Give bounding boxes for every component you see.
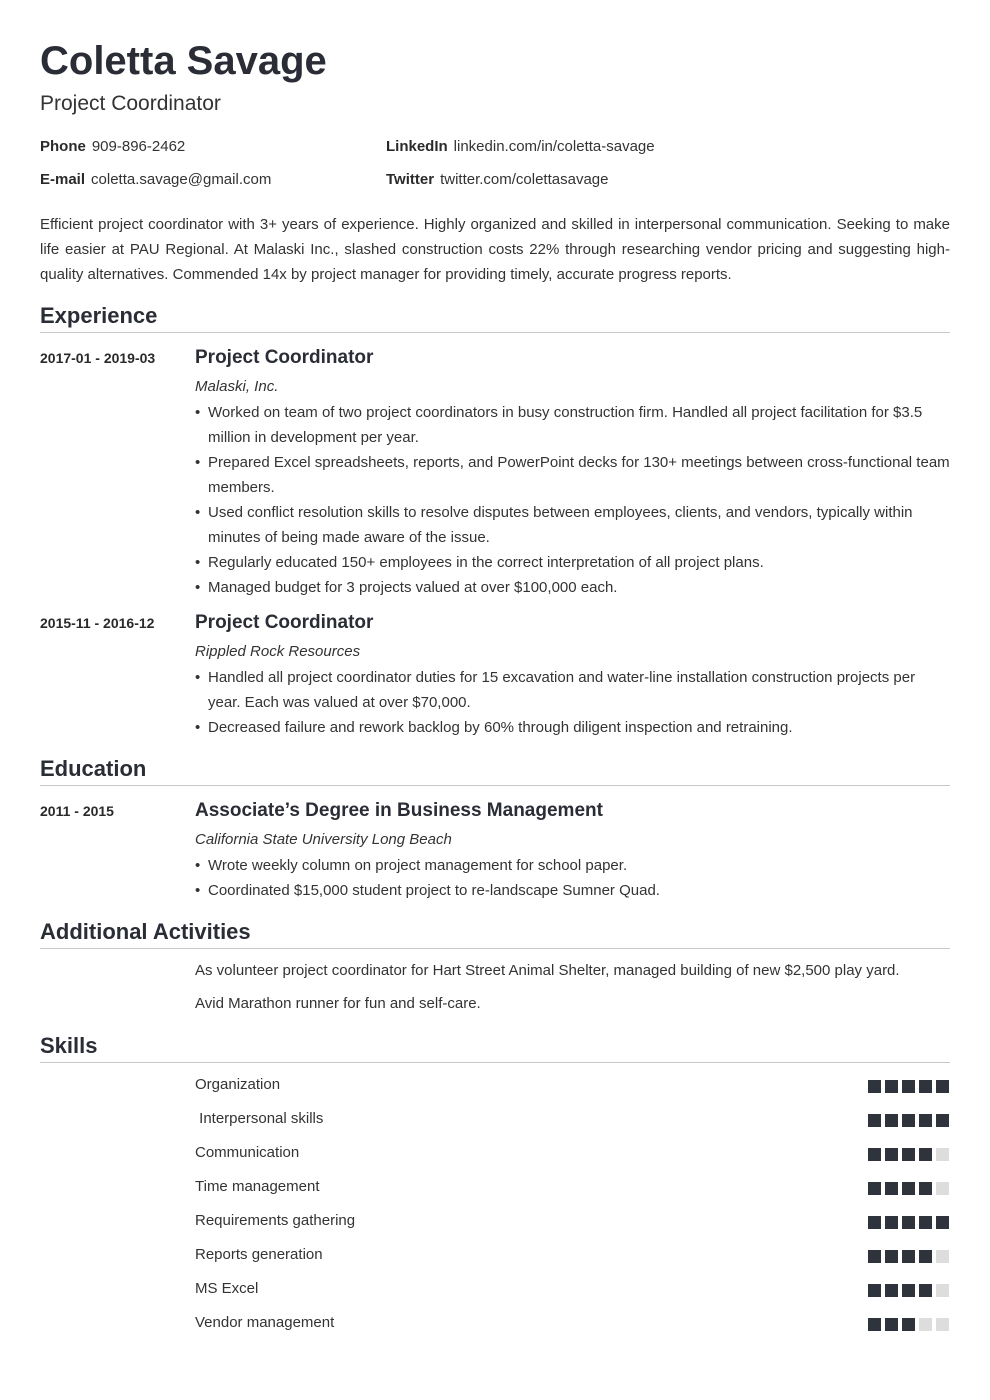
rating-square-filled [936,1080,949,1093]
contact-email [40,170,271,190]
rating-square-filled [902,1080,915,1093]
skill-rating [868,1114,950,1127]
skill-label: Reports generation [195,1246,323,1263]
list-item: • Coordinated $15,000 student project to re-landscape Sumner Quad. [195,878,950,903]
education-dates: 2011 - 2015 [40,803,114,819]
rating-square-filled [868,1250,881,1263]
phone-value[interactable]: 909-896-2462 [91,138,186,155]
skill-label: MS Excel [195,1280,259,1297]
job-2-company: Rippled Rock Resources [195,643,361,660]
rating-square-filled [885,1182,898,1195]
education-degree: Associate’s Degree in Business Management [195,800,603,821]
activities-heading: Additional Activities [40,919,251,944]
rating-square-empty [919,1318,932,1331]
skills-heading: Skills [40,1033,98,1058]
skill-label: Organization [195,1076,281,1093]
list-item: • Used conflict resolution skills to resolve disputes between employees, clients, and vendors, typically within minutes of being made aware of the issue. [195,500,950,550]
linkedin-value[interactable]: linkedin.com/in/coletta-savage [453,138,655,155]
rating-square-filled [868,1114,881,1127]
job-2-role: Project Coordinator [195,612,374,633]
linkedin-label: LinkedIn [386,138,448,155]
skill-label: Vendor management [195,1314,335,1331]
skill-rating [868,1250,950,1263]
rating-square-filled [885,1148,898,1161]
rating-square-filled [919,1284,932,1297]
skill-rating [868,1182,950,1195]
phone-label: Phone [40,138,86,155]
activities-divider [40,948,950,949]
list-item: • Prepared Excel spreadsheets, reports, and PowerPoint decks for 130+ meetings between cross-functional team members. [195,450,950,500]
candidate-name: Coletta Savage [40,39,327,83]
skill-label: Requirements gathering [195,1212,356,1229]
skills-divider [40,1062,950,1063]
twitter-label: Twitter [386,171,435,188]
rating-square-filled [919,1080,932,1093]
rating-square-filled [902,1114,915,1127]
candidate-title: Project Coordinator [40,92,221,115]
list-item: • Decreased failure and rework backlog by 60% through diligent inspection and retraining. [195,715,950,740]
job-1-bullets [195,400,950,600]
rating-square-filled [868,1182,881,1195]
rating-square-filled [902,1148,915,1161]
rating-square-empty [936,1250,949,1263]
rating-square-filled [868,1080,881,1093]
job-1-role: Project Coordinator [195,347,374,368]
rating-square-filled [885,1216,898,1229]
contact-twitter [386,170,608,190]
experience-heading: Experience [40,303,158,328]
job-1-dates: 2017-01 - 2019-03 [40,350,156,366]
education-school: California State University Long Beach [195,831,452,848]
rating-square-filled [868,1318,881,1331]
rating-square-filled [885,1114,898,1127]
rating-square-filled [885,1284,898,1297]
skill-rating [868,1080,950,1093]
job-2-bullets [195,665,950,740]
rating-square-filled [902,1182,915,1195]
rating-square-filled [868,1148,881,1161]
rating-square-filled [936,1114,949,1127]
rating-square-filled [868,1284,881,1297]
rating-square-filled [885,1318,898,1331]
contact-phone [40,137,185,157]
skill-label: Communication [195,1144,300,1161]
skill-rating [868,1284,950,1297]
experience-divider [40,332,950,333]
list-item: • Worked on team of two project coordinators in busy construction firm. Handled all project facilitation for $3.5 million in development per year. [195,400,950,450]
job-1-company: Malaski, Inc. [195,378,279,395]
rating-square-filled [885,1250,898,1263]
rating-square-filled [885,1080,898,1093]
rating-square-filled [902,1318,915,1331]
contact-linkedin [386,137,655,157]
summary-text: Efficient project coordinator with 3+ years of experience. Highly organized and skilled in interpersonal communication. Seeking to make life easier at PAU Regional. At Malaski Inc., slashed construction costs 22% through researching vendor pricing and suggesting high-quality alternatives. Commended 14x by project manager for providing timely, accurate progress reports. [40,216,950,283]
email-value[interactable]: coletta.savage@gmail.com [91,171,272,188]
skill-label: Interpersonal skills [195,1110,324,1127]
list-item: • Handled all project coordinator duties for 15 excavation and water-line installation construction projects per year. Each was valued at over $70,000. [195,665,950,715]
rating-square-empty [936,1284,949,1297]
activity-item: As volunteer project coordinator for Hart Street Animal Shelter, managed building of new $2,500 play yard. [195,962,900,979]
list-item: • Managed budget for 3 projects valued at over $100,000 each. [195,575,950,600]
education-bullets [195,853,950,903]
skill-rating [868,1148,950,1161]
list-item: • Regularly educated 150+ employees in the correct interpretation of all project plans. [195,550,950,575]
rating-square-filled [919,1114,932,1127]
rating-square-filled [902,1284,915,1297]
twitter-value[interactable]: twitter.com/colettasavage [440,171,609,188]
rating-square-empty [936,1148,949,1161]
email-label: E-mail [40,171,86,188]
rating-square-filled [868,1216,881,1229]
job-2-dates: 2015-11 - 2016-12 [40,615,155,631]
rating-square-filled [919,1216,932,1229]
rating-square-empty [936,1318,949,1331]
rating-square-filled [919,1148,932,1161]
rating-square-filled [919,1250,932,1263]
rating-square-filled [902,1216,915,1229]
skill-rating [868,1216,950,1229]
activity-item: Avid Marathon runner for fun and self-care. [195,995,481,1012]
education-divider [40,785,950,786]
rating-square-filled [936,1216,949,1229]
skill-label: Time management [195,1178,320,1195]
rating-square-filled [902,1250,915,1263]
list-item: • Wrote weekly column on project management for school paper. [195,853,950,878]
rating-square-empty [936,1182,949,1195]
rating-square-filled [919,1182,932,1195]
education-heading: Education [40,756,147,781]
skill-rating [868,1318,950,1331]
